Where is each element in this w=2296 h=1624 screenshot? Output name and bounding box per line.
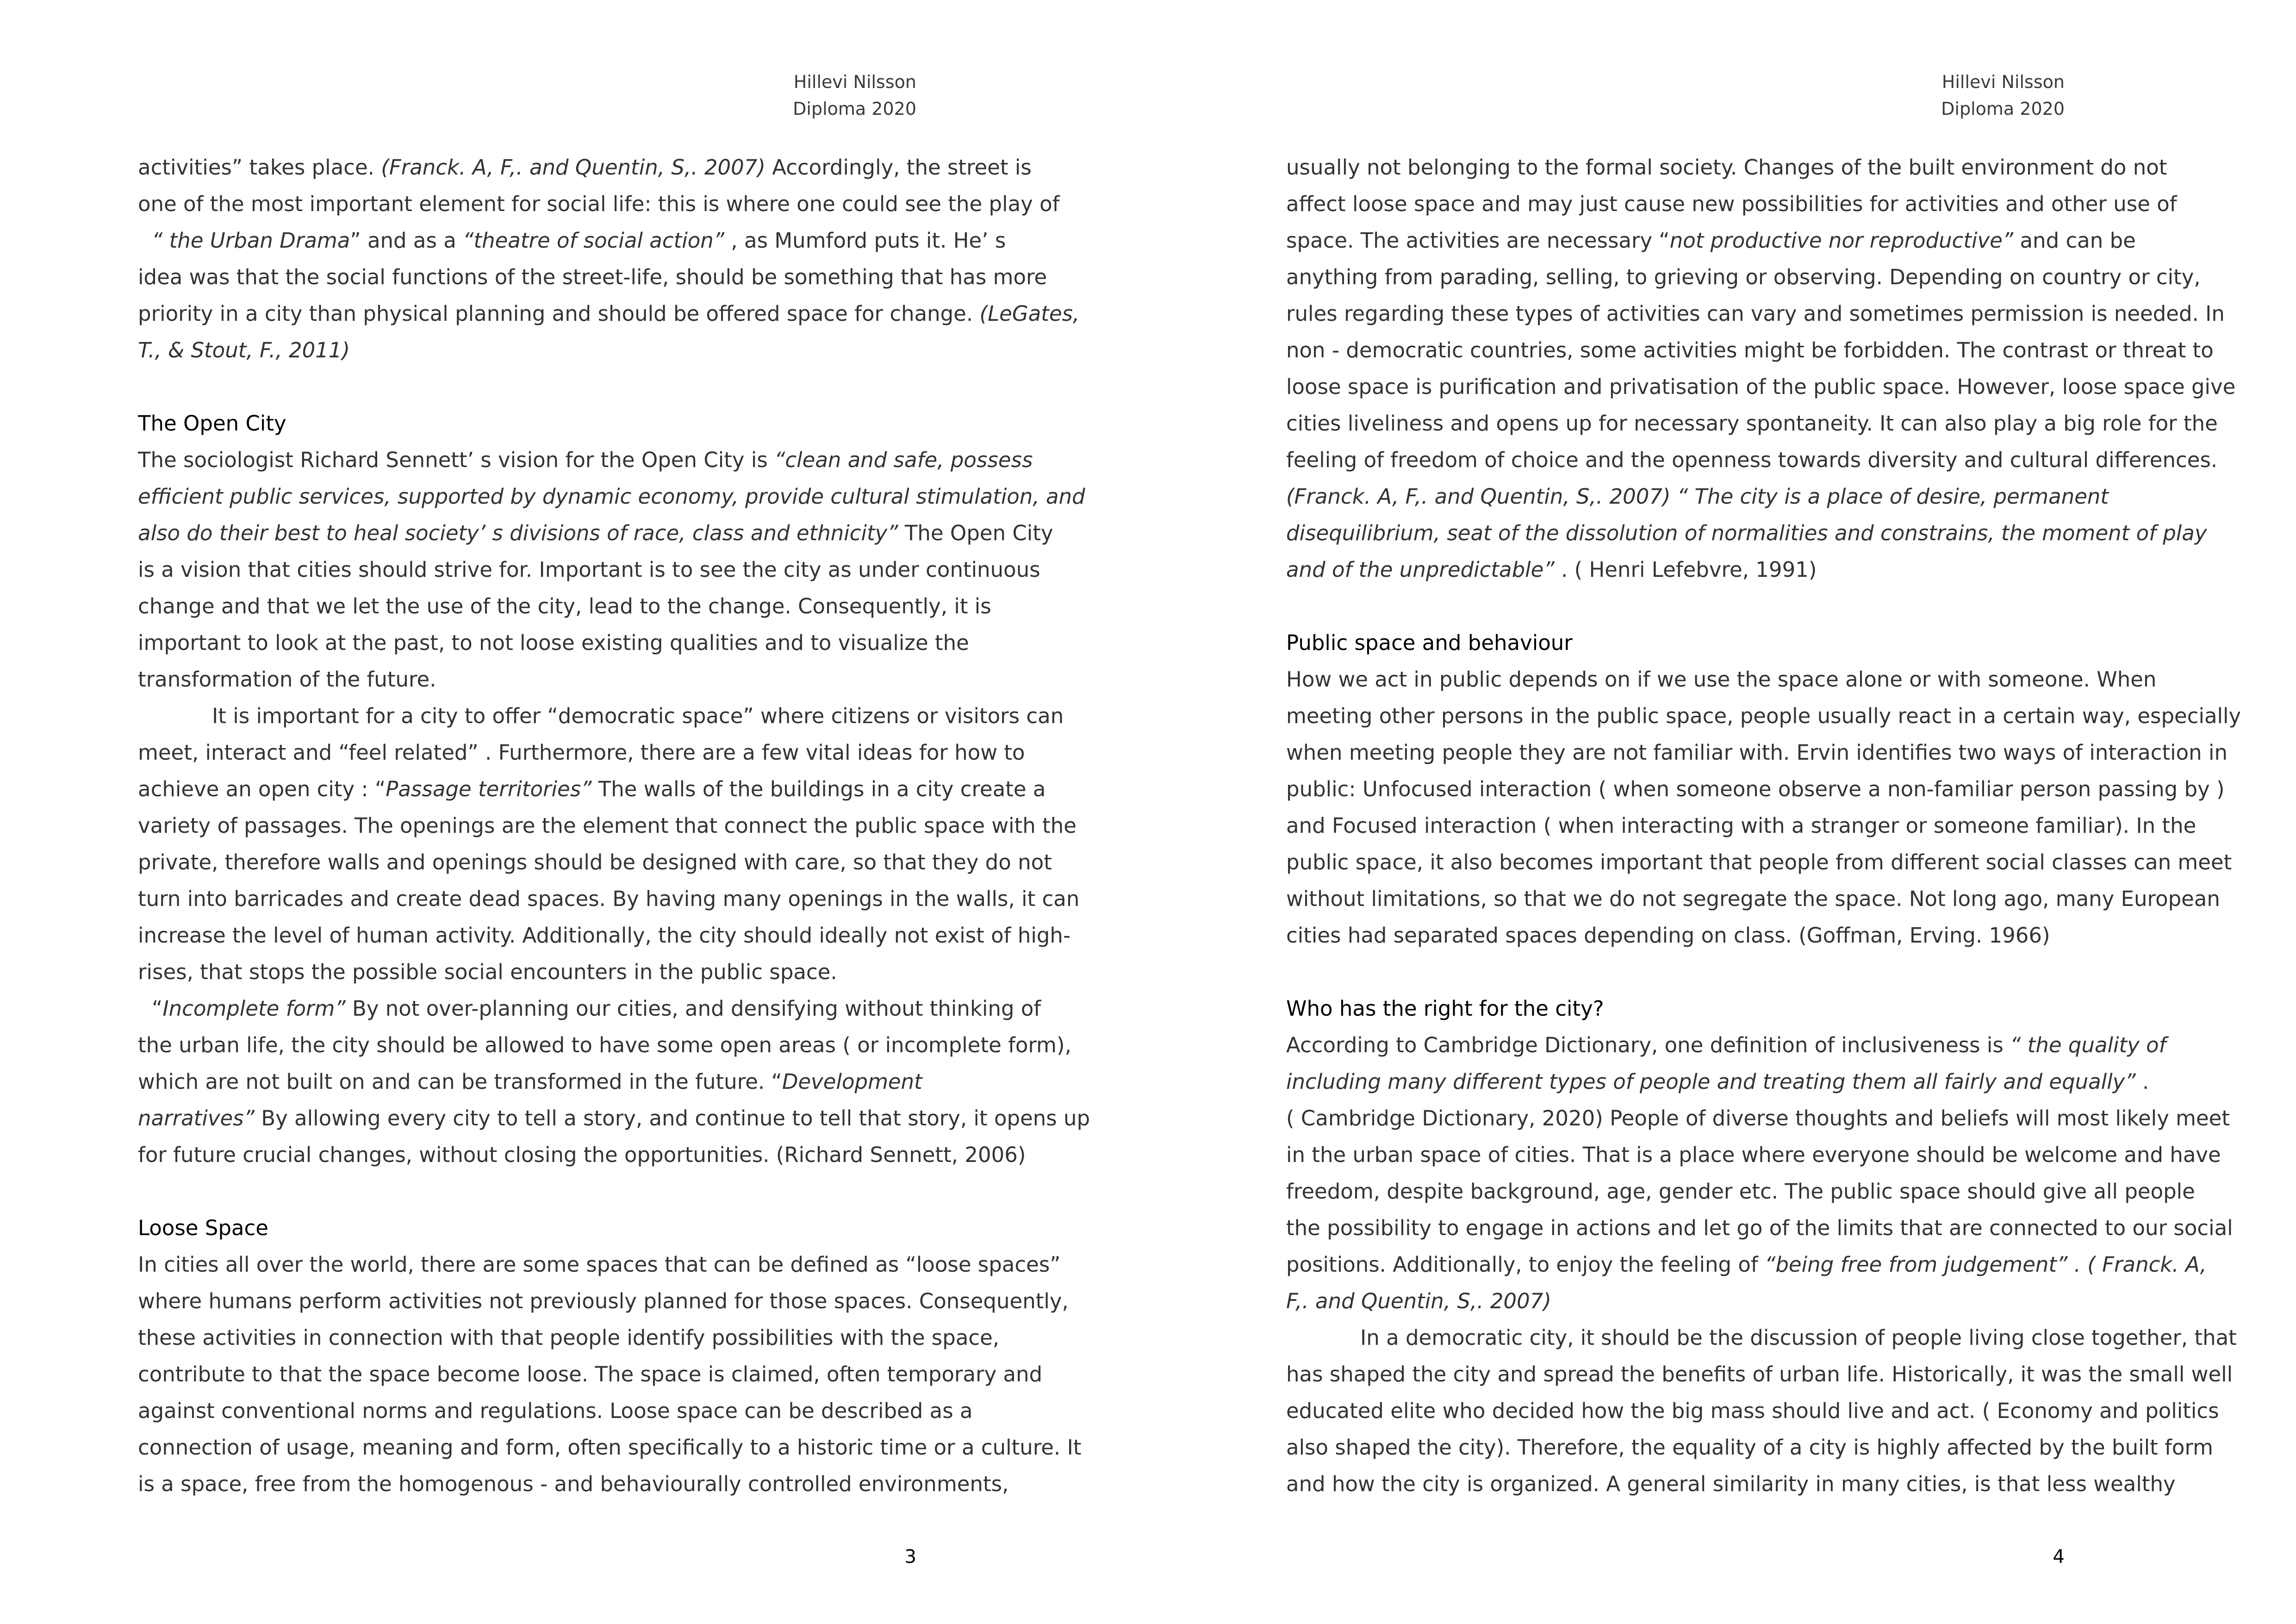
text-line: idea was that the social functions of the street-life, should be something that has more — [138, 265, 1047, 289]
text-line: and of the unpredictable” . ( Henri Lefebvre, 1991) — [1286, 557, 1817, 582]
text-line: It is important for a city to offer “democratic space” where citizens or visitors can — [212, 704, 1064, 728]
text-line: which are not built on and can be transformed in the future. “Development — [138, 1069, 922, 1094]
text-line: has shaped the city and spread the benefits of urban life. Historically, it was the small well — [1286, 1362, 2233, 1387]
diploma-year: Diploma 2020 — [1941, 99, 2065, 119]
text-line: and Focused interaction ( when interacting with a stranger or someone familiar). In the — [1286, 813, 2196, 838]
text-line: the possibility to engage in actions and let go of the limits that are connected to our social — [1286, 1216, 2233, 1240]
text-line: affect loose space and may just cause new possibilities for activities and other use of — [1286, 192, 2177, 216]
text-line: also shaped the city). Therefore, the equality of a city is highly affected by the built form — [1286, 1435, 2214, 1460]
text-line: connection of usage, meaning and form, often specifically to a historic time or a culture. It — [138, 1435, 1082, 1460]
text-line: in the urban space of cities. That is a place where everyone should be welcome and have — [1286, 1143, 2221, 1167]
text-line: when meeting people they are not familiar with. Ervin identifies two ways of interaction in — [1286, 740, 2228, 765]
text-line: According to Cambridge Dictionary, one definition of inclusiveness is “ the quality of — [1286, 1033, 2166, 1057]
text-line: and how the city is organized. A general similarity in many cities, is that less wealthy — [1286, 1472, 2176, 1496]
body-text — [138, 149, 1090, 1502]
text-line: change and that we let the use of the city, lead to the change. Consequently, it is — [138, 594, 991, 618]
text-line: priority in a city than physical planning and should be offered space for change. (LeGates, — [138, 301, 1080, 326]
text-line: activities” takes place. (Franck. A, F,. and Quentin, S,. 2007) Accordingly, the street is — [138, 155, 1032, 180]
author-name: Hillevi Nilsson — [793, 72, 916, 92]
text-line: space. The activities are necessary “not productive nor reproductive” and can be — [1286, 228, 2136, 253]
text-line: public: Unfocused interaction ( when someone observe a non-familiar person passing by ) — [1286, 777, 2225, 801]
text-line: one of the most important element for social life: this is where one could see the play of — [138, 192, 1060, 216]
text-line: for future crucial changes, without closing the opportunities. (Richard Sennett, 2006) — [138, 1143, 1026, 1167]
text-line: meet, interact and “feel related” . Furthermore, there are a few vital ideas for how to — [138, 740, 1025, 765]
text-line: cities liveliness and opens up for necessary spontaneity. It can also play a big role for the — [1286, 411, 2218, 436]
text-line: The sociologist Richard Sennett’ s vision for the Open City is “clean and safe, possess — [138, 448, 1033, 472]
text-line: In cities all over the world, there are some spaces that can be defined as “loose spaces” — [138, 1252, 1061, 1277]
text-line: rules regarding these types of activities can vary and sometimes permission is needed. In — [1286, 301, 2225, 326]
text-line: positions. Additionally, to enjoy the feeling of “being free from judgement” . ( Franck. A, — [1286, 1252, 2207, 1277]
text-line: against conventional norms and regulations. Loose space can be described as a — [138, 1399, 973, 1423]
text-line: In a democratic city, it should be the discussion of people living close together, that — [1360, 1325, 2237, 1350]
text-line: non - democratic countries, some activities might be forbidden. The contrast or threat to — [1286, 338, 2214, 362]
text-line: where humans perform activities not previously planned for those spaces. Consequently, — [138, 1289, 1069, 1313]
text-line: feeling of freedom of choice and the openness towards diversity and cultural differences. — [1286, 448, 2218, 472]
text-line: variety of passages. The openings are the element that connect the public space with the — [138, 813, 1076, 838]
page-number: 3 — [904, 1546, 916, 1568]
text-line: contribute to that the space become loose. The space is claimed, often temporary and — [138, 1362, 1043, 1387]
text-line: “Incomplete form” By not over-planning our cities, and densifying without thinking of — [152, 996, 1041, 1021]
text-line: turn into barricades and create dead spaces. By having many openings in the walls, it can — [138, 887, 1080, 911]
text-line: (Franck. A, F,. and Quentin, S,. 2007) “ The city is a place of desire, permanent — [1286, 484, 2109, 509]
text-line: T., & Stout, F., 2011) — [138, 338, 350, 362]
text-line: important to look at the past, to not loose existing qualities and to visualize the — [138, 631, 969, 655]
author-name: Hillevi Nilsson — [1941, 72, 2065, 92]
text-line: “ the Urban Drama” and as a “theatre of social action” , as Mumford puts it. He’ s — [152, 228, 1006, 253]
text-line: private, therefore walls and openings should be designed with care, so that they do not — [138, 850, 1052, 874]
text-line: rises, that stops the possible social encounters in the public space. — [138, 960, 837, 984]
text-line: meeting other persons in the public space, people usually react in a certain way, especially — [1286, 704, 2241, 728]
page-number: 4 — [2053, 1546, 2065, 1568]
text-line: narratives” By allowing every city to tell a story, and continue to tell that story, it opens up — [138, 1106, 1090, 1131]
text-line: F,. and Quentin, S,. 2007) — [1286, 1289, 1551, 1313]
page-header — [1941, 69, 2065, 122]
text-line: How we act in public depends on if we use the space alone or with someone. When — [1286, 667, 2157, 692]
text-line: disequilibrium, seat of the dissolution of normalities and constrains, the moment of play — [1286, 521, 2207, 545]
text-line: these activities in connection with that people identify possibilities with the space, — [138, 1325, 1000, 1350]
text-line: achieve an open city : “Passage territories” The walls of the buildings in a city create a — [138, 777, 1046, 801]
text-line: loose space is purification and privatisation of the public space. However, loose space give — [1286, 375, 2236, 399]
text-line: usually not belonging to the formal society. Changes of the built environment do not — [1286, 155, 2167, 180]
text-line: freedom, despite background, age, gender etc. The public space should give all people — [1286, 1179, 2195, 1204]
page-header — [793, 69, 916, 122]
text-line: cities had separated spaces depending on class. (Goffman, Erving. 1966) — [1286, 923, 2050, 948]
page-4 — [1148, 0, 2296, 1624]
text-line: ( Cambridge Dictionary, 2020) People of diverse thoughts and beliefs will most likely meet — [1286, 1106, 2230, 1131]
text-line: the urban life, the city should be allowed to have some open areas ( or incomplete form), — [138, 1033, 1071, 1057]
text-line: also do their best to heal society’ s divisions of race, class and ethnicity” The Open City — [138, 521, 1053, 545]
text-line: increase the level of human activity. Additionally, the city should ideally not exist of high- — [138, 923, 1071, 948]
text-line: anything from parading, selling, to grieving or observing. Depending on country or city, — [1286, 265, 2201, 289]
text-line: without limitations, so that we do not segregate the space. Not long ago, many European — [1286, 887, 2220, 911]
text-line: including many different types of people and treating them all fairly and equally” . — [1286, 1069, 2149, 1094]
section-heading: Public space and behaviour — [1286, 631, 1573, 655]
text-line: is a space, free from the homogenous - and behaviourally controlled environments, — [138, 1472, 1009, 1496]
text-line: transformation of the future. — [138, 667, 436, 692]
body-text — [1286, 149, 2241, 1502]
section-heading: Loose Space — [138, 1216, 268, 1240]
section-heading: The Open City — [138, 411, 286, 436]
text-line: educated elite who decided how the big mass should live and act. ( Economy and politics — [1286, 1399, 2219, 1423]
text-line: efficient public services, supported by dynamic economy, provide cultural stimulation, and — [138, 484, 1085, 509]
text-line: is a vision that cities should strive for. Important is to see the city as under continuous — [138, 557, 1040, 582]
text-line: public space, it also becomes important that people from different social classes can meet — [1286, 850, 2232, 874]
diploma-year: Diploma 2020 — [793, 99, 916, 119]
section-heading: Who has the right for the city? — [1286, 996, 1604, 1021]
